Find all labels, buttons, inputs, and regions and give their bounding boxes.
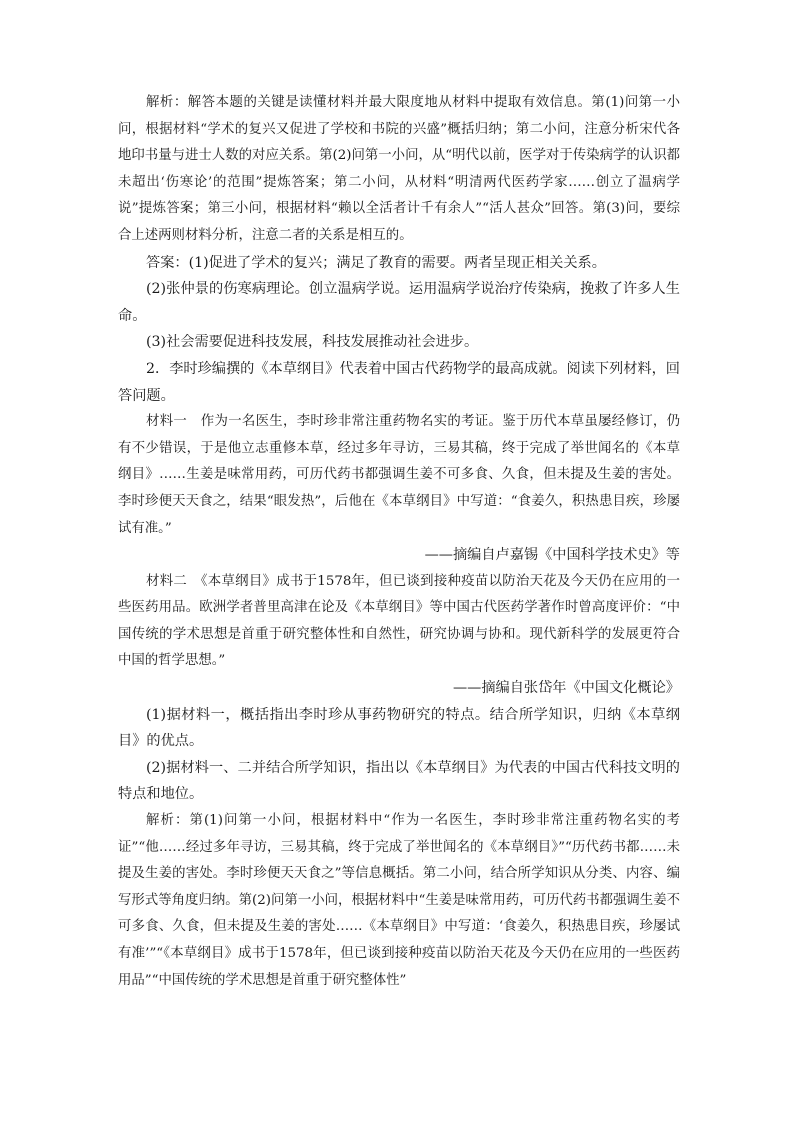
analysis-paragraph-2: 解析：第(1)问第一小问，根据材料中“作为一名医生，李时珍非常注重药物名实的考证”“他……经过多年寻访，三易其稿，终于完成了举世闻名的《本草纲目》”“历代药书都……未提及生姜的害处。李时珍便天天食之”等信息概括。第二小问，结合所学知识从分类、内容、编写形式等角度归纳。第(2)问第一小问，根据材料中“生姜是味常用药，可历代药书都强调生姜不可多食、久食，但未提及生姜的害处……《本草纲目》中写道：‘食姜久，积热患目疾，珍屡试有准’”“《本草纲目》成书于1578年，但已谈到接种疫苗以防治天花及今天仍在应用的一些医药用品”“中国传统的学术思想是首重于研究整体性” [118, 813, 680, 988]
sub-question-2: (2)据材料一、二并结合所学知识，指出以《本草纲目》为代表的中国古代科技文明的特点和地位。 [118, 759, 680, 803]
sub-question-1: (1)据材料一，概括指出李时珍从事药物研究的特点。结合所学知识，归纳《本草纲目》的优点。 [118, 706, 680, 750]
answer-paragraph-3: (3)社会需要促进科技发展，科技发展推动社会进步。 [146, 334, 479, 351]
material-2-text: 材料二 《本草纲目》成书于1578年，但已谈到接种疫苗以防治天花及今天仍在应用的一些医药用品。欧洲学者普里高津在论及《本草纲目》等中国古代医药学著作时曾高度评价：“中国传统的学术思想是首重于研究整体性和自然性，研究协调与协和。现代新科学的发展更符合中国的哲学思想。” [118, 573, 680, 669]
document-page [118, 90, 680, 994]
material-1-text: 材料一 作为一名医生，李时珍非常注重药物名实的考证。鉴于历代本草虽屡经修订，仍有不少错误，于是他立志重修本草，经过多年寻访，三易其稿，终于完成了举世闻名的《本草纲目》……生姜是味常用药，可历代药书都强调生姜不可多食、久食，但未提及生姜的害处。李时珍便天天食之，结果“眼发热”，后他在《本草纲目》中写道：“食姜久，积热患目疾，珍屡试有准。” [118, 414, 680, 536]
material-1-source: ——摘编自卢嘉锡《中国科学技术史》等 [424, 547, 680, 564]
analysis-paragraph-1: 解析：解答本题的关键是读懂材料并最大限度地从材料中提取有效信息。第(1)问第一小问，根据材料“学术的复兴又促进了学校和书院的兴盛”概括归纳；第二小问，注意分析宋代各地印书量与进士人数的对应关系。第(2)问第一小问，从“明代以前，医学对于传染病学的认识都未超出‘伤寒论’的范围”提炼答案；第二小问，从材料“明清两代医药学家……创立了温病学说”提炼答案；第三小问，根据材料“赖以全活者计千有余人”“活人甚众”回答。第(3)问，要综合上述两则材料分析，注意二者的关系是相互的。 [118, 95, 680, 243]
question-2-stem: 2．李时珍编撰的《本草纲目》代表着中国古代药物学的最高成就。阅读下列材料，回答问题。 [118, 360, 680, 404]
material-2-source: ——摘编自张岱年《中国文化概论》 [452, 680, 680, 697]
answer-paragraph-2: (2)张仲景的伤寒病理论。创立温病学说。运用温病学说治疗传染病，挽救了许多人生命。 [118, 281, 680, 324]
answer-paragraph-1: 答案：(1)促进了学术的复兴；满足了教育的需要。两者呈现正相关关系。 [146, 254, 606, 271]
